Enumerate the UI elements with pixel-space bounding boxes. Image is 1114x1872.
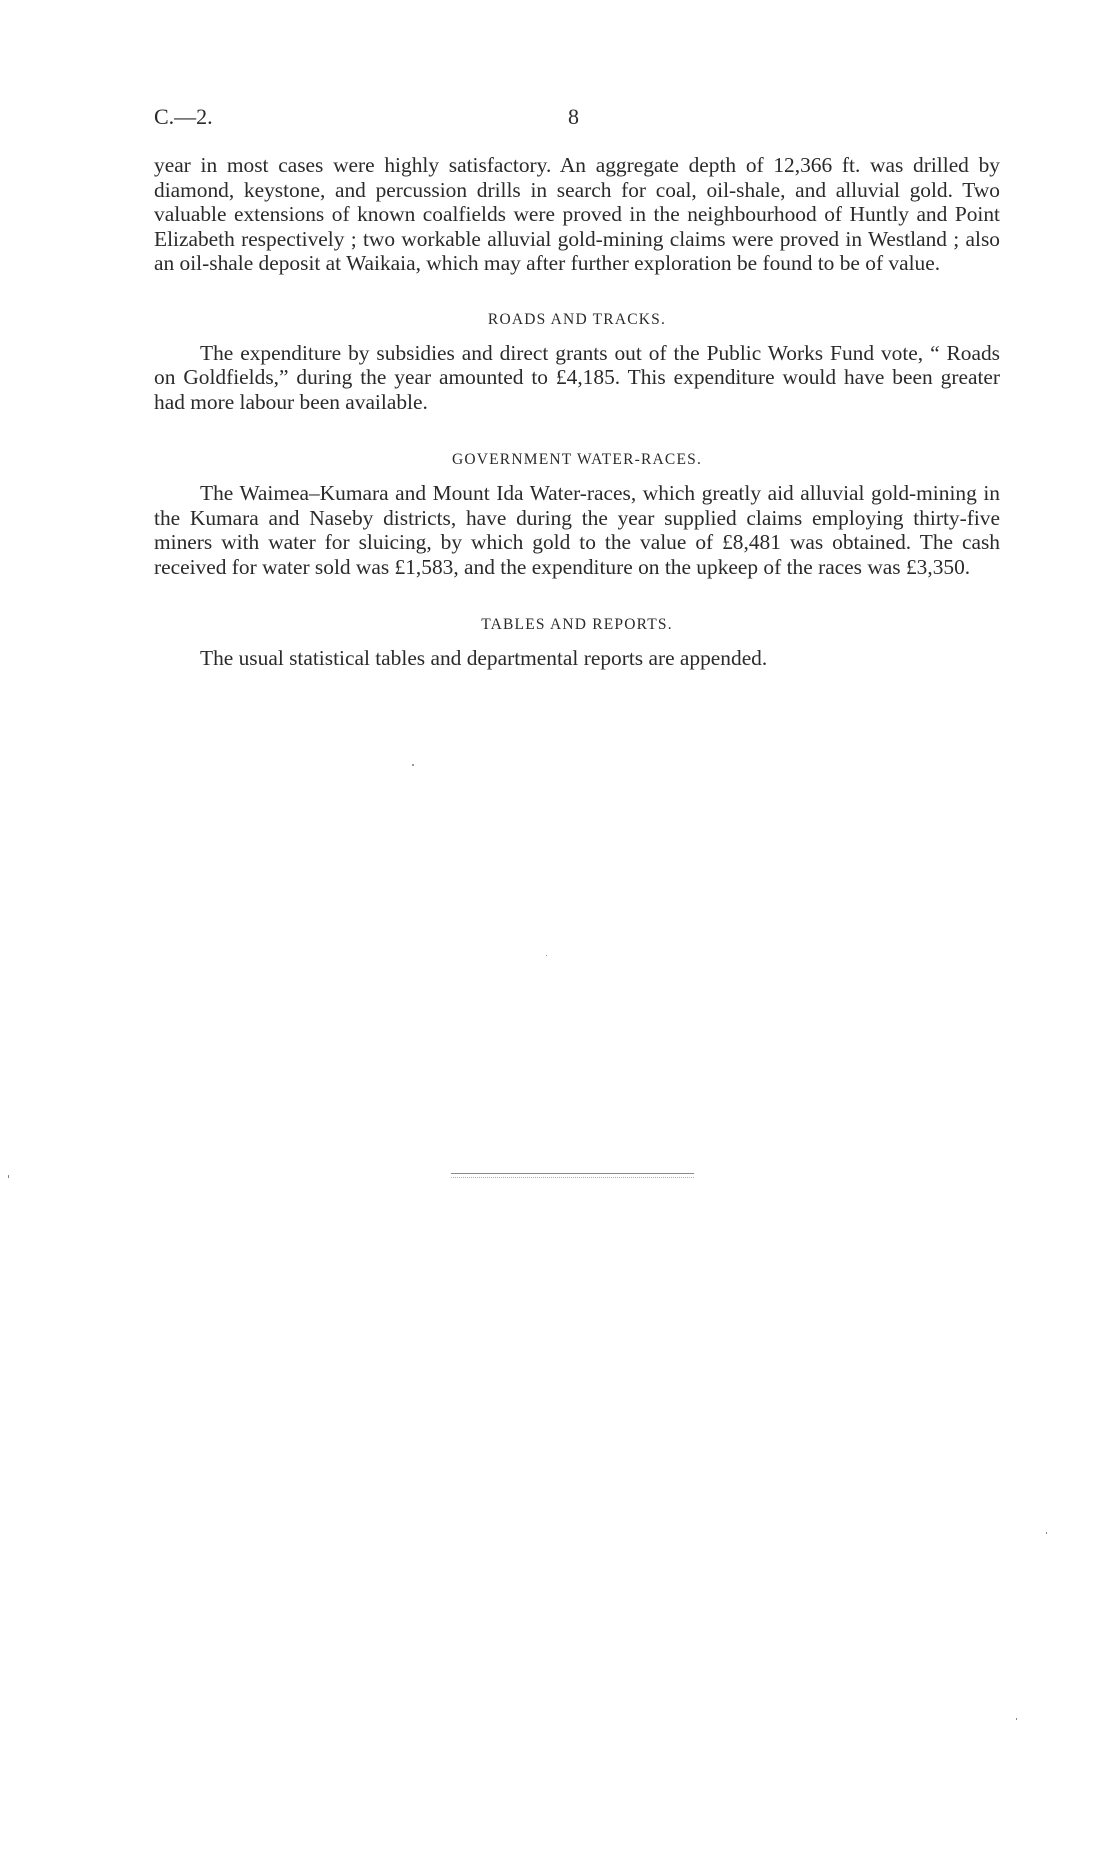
tables-paragraph: The usual statistical tables and departmental reports are appended.	[200, 645, 768, 670]
print-speck	[1016, 1718, 1017, 1720]
end-rule	[451, 1173, 694, 1174]
end-rule-dotted	[451, 1177, 694, 1178]
intro-paragraph: year in most cases were highly satisfactory. An aggregate depth of 12,366 ft. was drilled by diamond, keystone, and percussion drills in search for coal, oil-shale, and alluvial gold. Two valuable extensions of known coalfields were proved in the neighbourhood of Huntly and Point Elizabeth respectively ; two workable alluvial gold-mining claims were proved in Westland ; also an oil-shale deposit at Waikaia, which may after further exploration be found to be of value.	[154, 153, 1000, 276]
government-water-races-heading: GOVERNMENT WATER-RACES.	[451, 451, 703, 469]
tables-and-reports-heading: TABLES AND REPORTS.	[481, 616, 673, 634]
roads-paragraph: The expenditure by subsidies and direct grants out of the Public Works Fund vote, “ Roads on Goldfields,” during the year amounted to £4,185. This expenditure would have been greater had more labour been available.	[154, 340, 1000, 414]
body-text	[154, 153, 1000, 671]
print-speck	[412, 764, 414, 766]
page-header	[154, 104, 1000, 134]
document-reference: C.—2.	[154, 104, 213, 129]
page-number: 8	[568, 104, 579, 129]
print-speck	[1046, 1532, 1047, 1534]
roads-and-tracks-heading: ROADS AND TRACKS.	[487, 310, 667, 328]
print-speck	[8, 1175, 9, 1178]
print-speck	[546, 955, 547, 956]
water-races-paragraph: The Waimea–Kumara and Mount Ida Water-races, which greatly aid alluvial gold-mining in the Kumara and Naseby districts, have during the year supplied claims employing thirty-five miners with water for sluicing, by which gold to the value of £8,481 was obtained. The cash received for water sold was £1,583, and the expenditure on the upkeep of the races was £3,350.	[154, 480, 1000, 579]
